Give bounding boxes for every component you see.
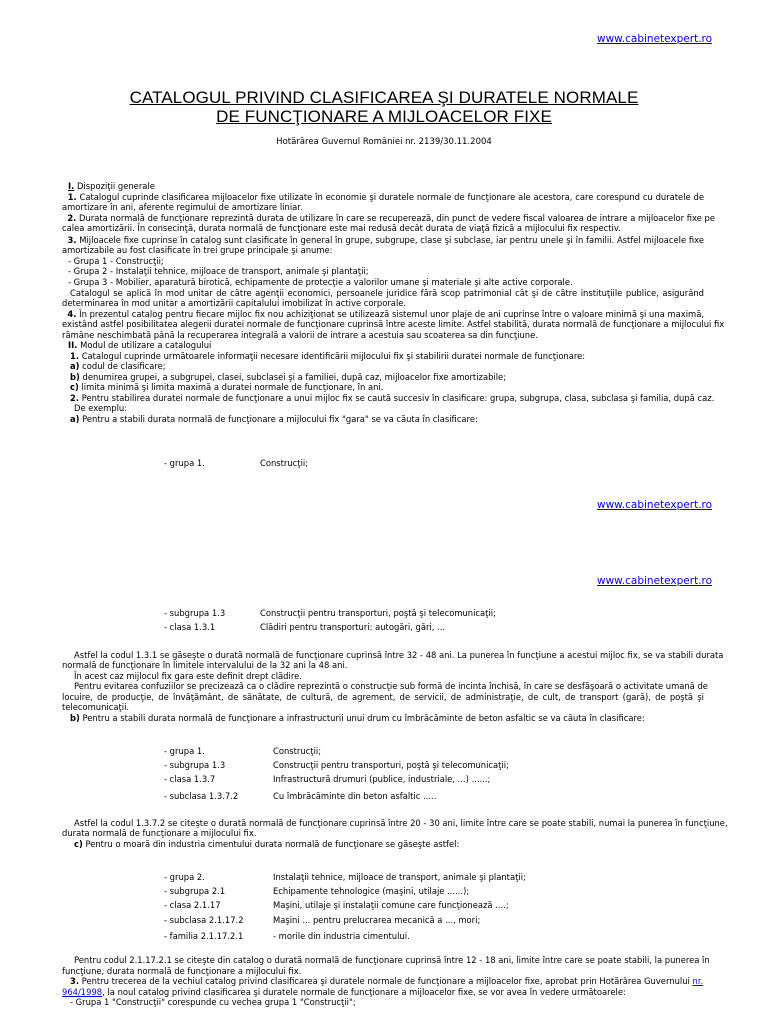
- item-a2: a) Pentru a stabili durata normală de funcţionare a mijlocului fix "gara" se va căuta în clasificare:: [70, 414, 478, 424]
- paragraph-3d: determinarea în mod unitar a amortizării capitalului imobilizat în active corporale.: [62, 298, 407, 308]
- table-row: - subgrupa 2.1 Echipamente tehnologice (maşini, utilaje ......);: [164, 886, 470, 896]
- group-2-item: - Grupa 2 - Instalaţii tehnice, mijloace de transport, animale şi plantaţii;: [68, 266, 369, 276]
- table-row: - familia 2.1.17.2.1 - morile din industria cimentului.: [164, 931, 410, 941]
- site-link-top[interactable]: www.cabinetexpert.ro: [597, 33, 713, 45]
- paragraph-q5a: 3. Pentru trecerea de la vechiul catalog privind clasificarea şi duratele normale de funcţionare a mijloacelor fixe, aprobat prin Hotărârea Guvernului nr.: [70, 976, 704, 986]
- page-title-line1: CATALOGUL PRIVIND CLASIFICAREA ŞI DURATELE NORMALE: [129, 88, 639, 107]
- item-b2: b) Pentru a stabili durata normală de funcţionare a infrastructurii unui drum cu îmbrăcăminte de beton asfaltic se va căuta în clasificare:: [70, 713, 645, 723]
- section-heading-2: II. Modul de utilizare a catalogului: [68, 340, 212, 350]
- paragraph-3b: amortizabile au fost clasificate în trei grupe principale şi anume:: [62, 245, 333, 255]
- paragraph-q1a: Astfel la codul 1.3.1 se găseşte o durată normală de funcţionare cuprinsă între 32 - 48 ani. La punerea în funcţiune a acestui mijloc fix, se va stabili durata: [74, 650, 724, 660]
- table-row: - subclasa 1.3.7.2 Cu îmbrăcăminte din beton asfaltic .....: [164, 791, 437, 801]
- group-3-item: - Grupa 3 - Mobilier, aparatură birotică, echipamente de protecţie a valorilor umane şi materiale şi alte active corporale.: [68, 277, 573, 287]
- table-row: - clasa 2.1.17 Maşini, utilaje şi instalaţii comune care funcţionează ....;: [164, 900, 509, 910]
- site-link-middle[interactable]: www.cabinetexpert.ro: [597, 499, 713, 511]
- paragraph-2b: calea amortizării. În consecinţă, durata normală de funcţionare este mai redusă decât durata de viaţă fizică a mijlocului fix respectiv.: [62, 223, 621, 233]
- decree-link-a[interactable]: nr.: [692, 976, 704, 986]
- site-link-second[interactable]: www.cabinetexpert.ro: [597, 575, 713, 587]
- item-b1: b) denumirea grupei, a subgrupei, clasei, subclasei şi a familiei, după caz, mijloacelor fixe amortizabile;: [70, 372, 507, 382]
- group-1-item: - Grupa 1 - Construcţii;: [68, 256, 164, 266]
- item-c1: c) limita minimă şi limita maximă a duratei normale de funcţionare, în ani.: [70, 382, 384, 392]
- item-a1: a) codul de clasificare;: [70, 361, 166, 371]
- paragraph-3a: 3. Mijloacele fixe cuprinse în catalog sunt clasificate în general în grupe, subgrupe, clase şi subclase, iar pentru unele şi în familii. Astfel mijloacele fixe: [67, 235, 704, 245]
- decree-link-b[interactable]: 964/1998: [62, 987, 103, 997]
- table-row: - clasa 1.3.7 Infrastructură drumuri (publice, industriale, ...) ......;: [164, 774, 491, 784]
- table-row: - clasa 1.3.1 Clădiri pentru transporturi: autogări, gări, ...: [164, 622, 446, 632]
- table-row: - subgrupa 1.3 Construcţii pentru transporturi, poştă şi telecomunicaţii;: [164, 608, 496, 618]
- paragraph-3c: Catalogul se aplică în mod unitar de către agenţii economici, persoanele juridice fără scop patrimonial cât şi de către instituţiile publice, asigurând: [70, 288, 704, 298]
- table-row: - grupa 1. Construcţii;: [164, 458, 309, 468]
- table-row: - subgrupa 1.3 Construcţii pentru transporturi, poştă şi telecomunicaţii;: [164, 760, 509, 770]
- paragraph-q1b: normală de funcţionare în limitele intervalului de la 32 ani la 48 ani.: [62, 660, 348, 670]
- paragraph-4b: existând astfel posibilitatea alegerii duratei normale de funcţionare cuprinsă între aceste limite. Astfel stabilită, durata normală de funcţionare a mijlocului fix: [62, 319, 725, 329]
- paragraph-q2b: locuire, de producţie, de învăţământ, de sănătate, de cultură, de agrement, de servicii, de administraţie, de cult, de transport (gară), de poştă şi: [62, 692, 704, 702]
- paragraph-q5b: 964/1998, la noul catalog privind clasificarea şi duratele normale de funcţionare a mijloacelor fixe, se vor avea în vedere următoarele:: [62, 987, 626, 997]
- paragraph-2a: 2. Durata normală de funcţionare reprezintă durata de utilizare în care se recuperează, din punct de vedere fiscal valoarea de intrare a mijloacelor fixe pe: [67, 213, 715, 223]
- paragraph-4c: rămâne neschimbată până la recuperarea integrală a valorii de intrare a acestuia sau scoaterea sa din funcţiune.: [62, 330, 538, 340]
- paragraph-q4a: Pentru codul 2.1.17.2.1 se citeşte din catalog o durată normală de funcţionare cuprinsă între 12 - 18 ani, limite între care se poate stabili, la punerea în: [74, 955, 710, 965]
- paragraph-q1c: În acest caz mijlocul fix gara este definit drept clădire.: [74, 671, 302, 681]
- table-row: - subclasa 2.1.17.2 Maşini ... pentru prelucrarea mecanică a ..., mori;: [164, 915, 481, 925]
- paragraph-4a: 4. În prezentul catalog pentru fiecare mijloc fix nou achiziţionat se utilizează sistemul unor plaje de ani cuprinse între o valoare minimă şi una maximă,: [67, 309, 704, 319]
- paragraph-q3b: durata normală de funcţionare a mijlocului fix.: [62, 828, 257, 838]
- page-title-line2: DE FUNCŢIONARE A MIJLOACELOR FIXE: [216, 107, 552, 126]
- example-label: De exemplu:: [74, 403, 128, 413]
- page-subtitle: Hotărârea Guvernul României nr. 2139/30.11.2004: [276, 137, 492, 147]
- table-row: - grupa 1. Construcţii;: [164, 746, 322, 756]
- paragraph-q2c: telecomunicaţii.: [62, 702, 130, 712]
- paragraph-q5c: - Grupa 1 "Construcţii" corespunde cu vechea grupa 1 "Construcţii";: [70, 997, 356, 1007]
- section-heading-1: I. Dispoziţii generale: [68, 181, 155, 191]
- paragraph-6: 2. Pentru stabilirea duratei normale de funcţionare a unui mijloc fix se caută succesiv în clasificare: grupa, subgrupa, clasa, subclasa şi familia, după caz.: [70, 393, 715, 403]
- paragraph-q4b: funcţiune, durata normală de funcţionare a mijlocului fix.: [62, 966, 302, 976]
- paragraph-q2a: Pentru evitarea confuziilor se precizează ca o clădire reprezintă o construcţie sub formă de incinta închisă, în care se desfăşoară o activitate umană de: [74, 681, 708, 691]
- paragraph-1b: amortizare în ani, aferente regimului de amortizare liniar.: [62, 202, 303, 212]
- table-row: - grupa 2. Instalaţii tehnice, mijloace de transport, animale şi plantaţii;: [164, 872, 526, 882]
- paragraph-5: 1. Catalogul cuprinde următoarele informaţii necesare identificării mijlocului fix şi stabilirii duratei normale de funcţionare:: [70, 351, 586, 361]
- paragraph-q3a: Astfel la codul 1.3.7.2 se citeşte o durată normală de funcţionare cuprinsă între 20 - 30 ani, limite între care se poate stabili, numai la punerea în funcţiune,: [74, 818, 728, 828]
- item-c2: c) Pentru o moară din industria cimentului durata normală de funcţionare se găseşte astfel:: [74, 839, 460, 849]
- paragraph-1a: 1. Catalogul cuprinde clasificarea mijloacelor fixe utilizate în economie şi duratele normale de funcţionare ale acestora, care corespund cu duratele de: [67, 192, 704, 202]
